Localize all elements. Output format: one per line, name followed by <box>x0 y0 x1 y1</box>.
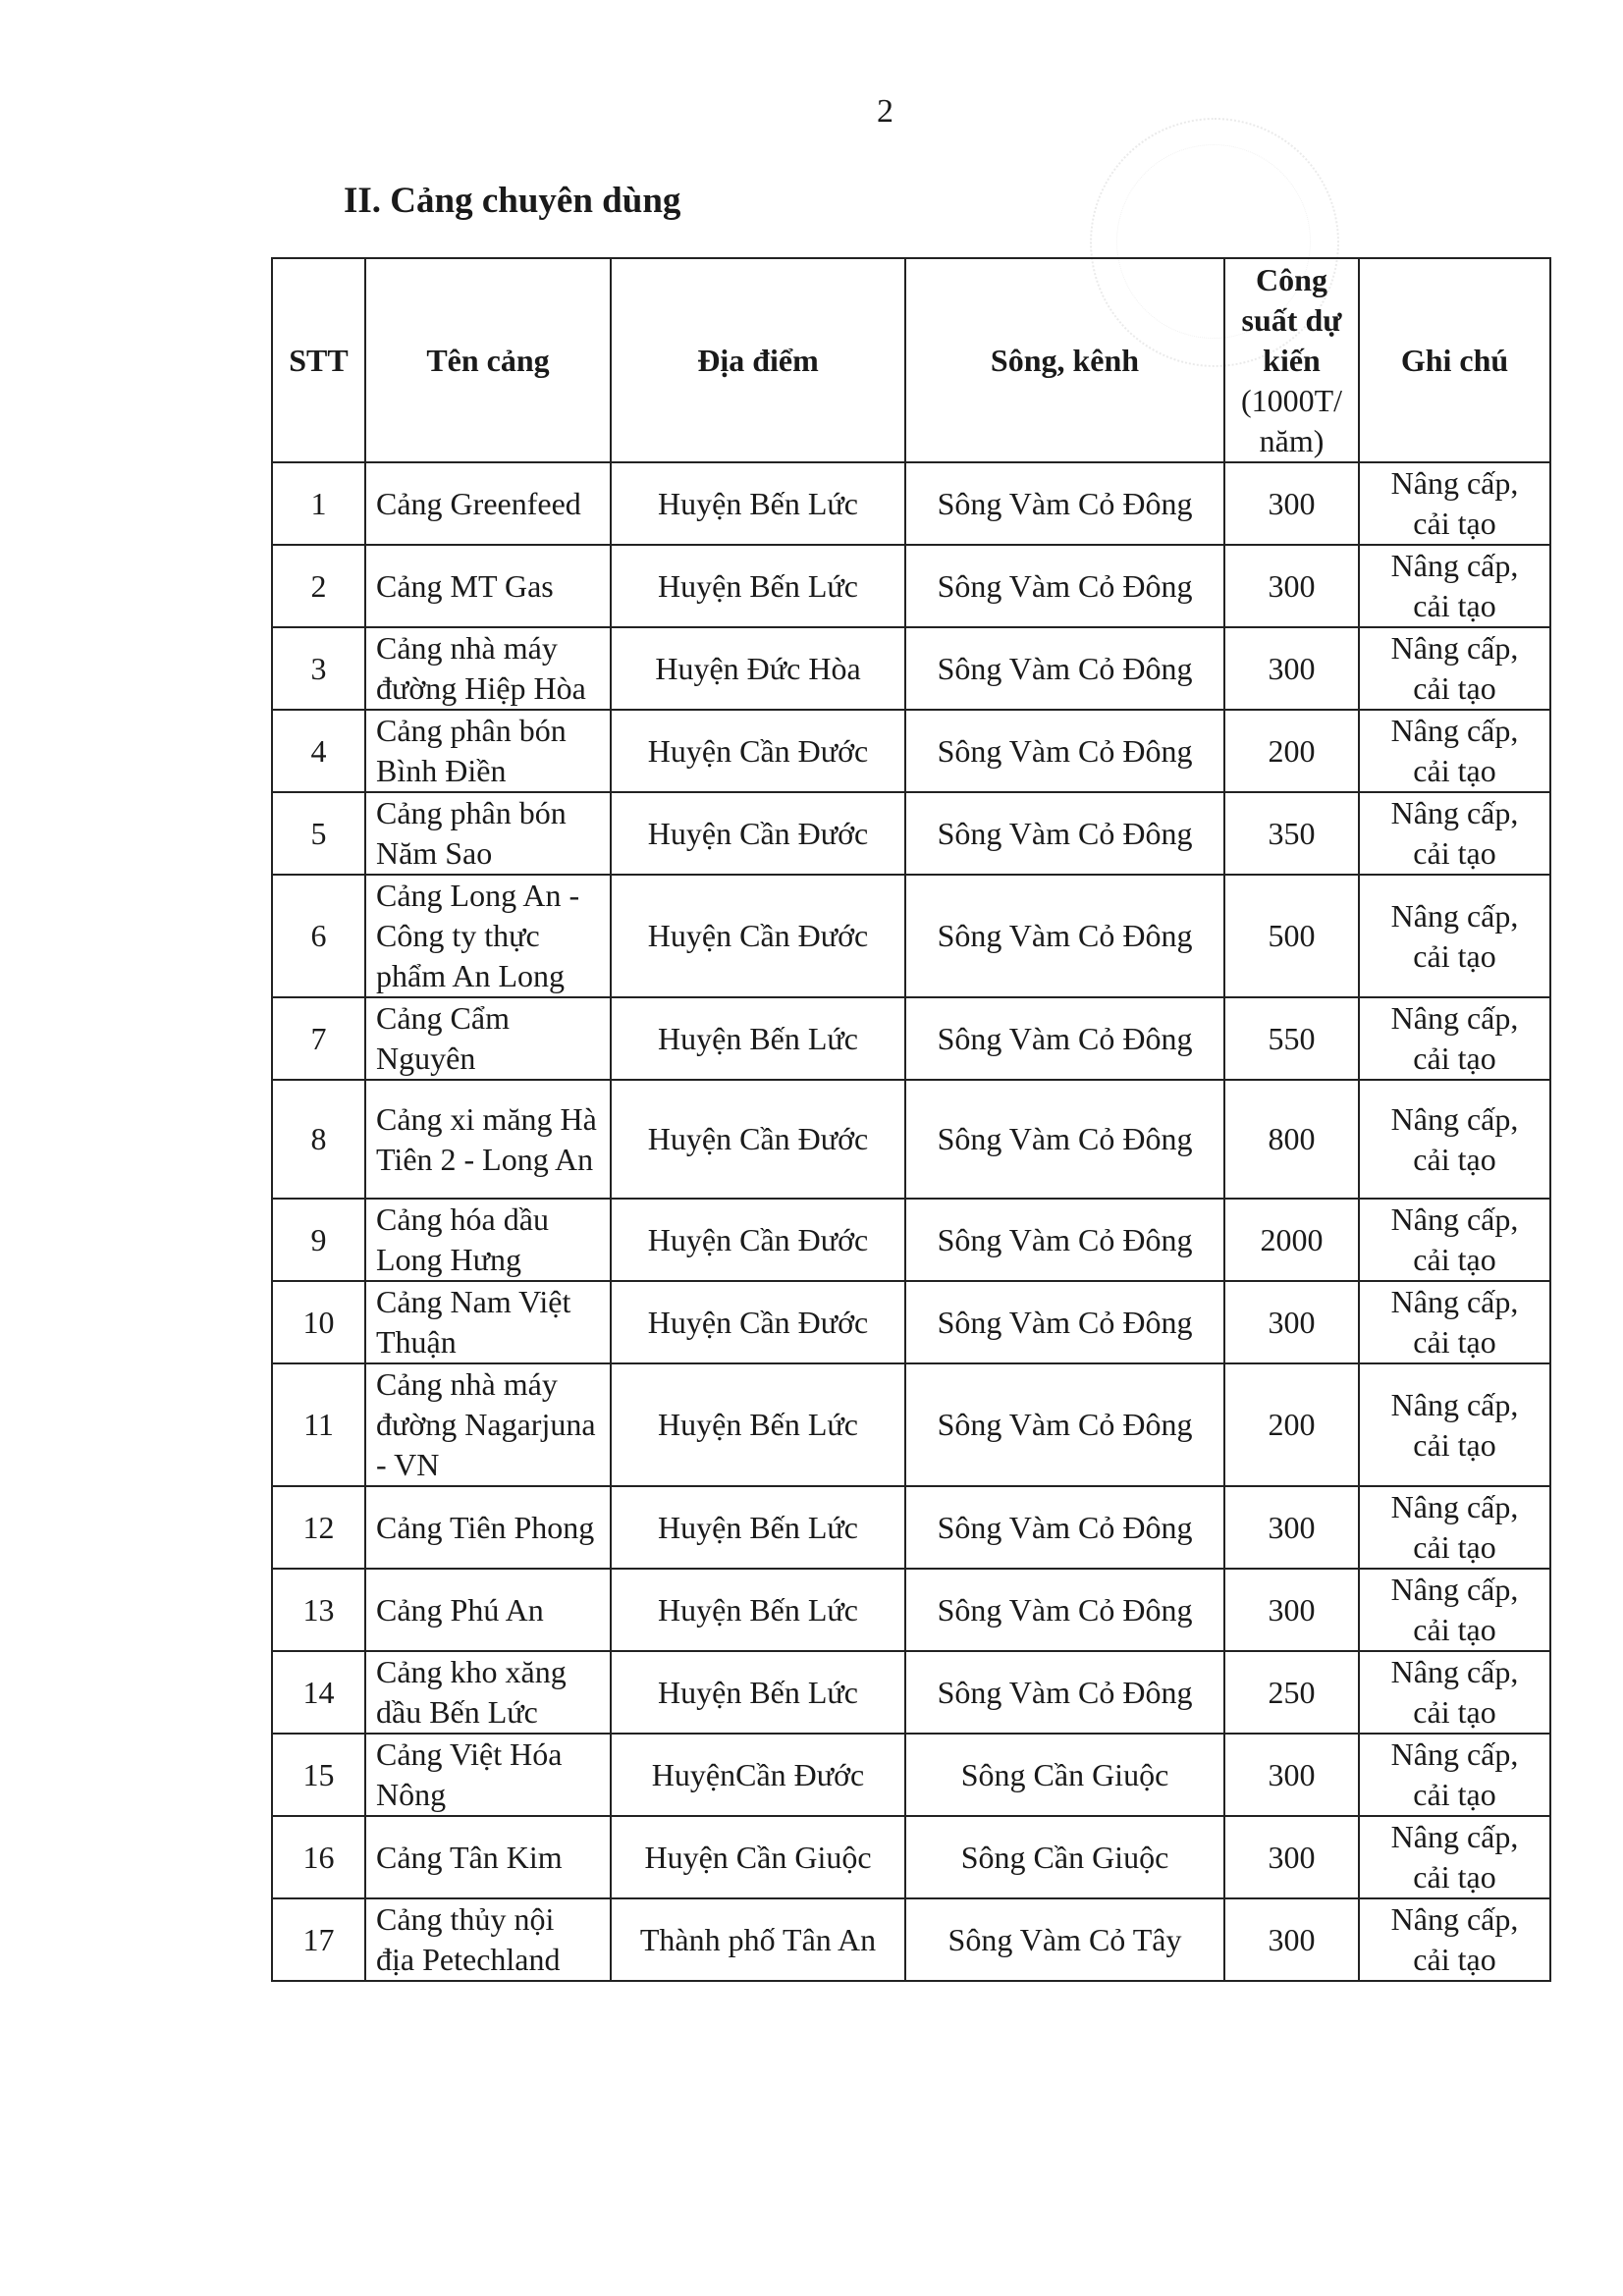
cell-capacity: 300 <box>1224 1816 1359 1898</box>
table-row <box>272 997 1550 1080</box>
cell-note: Nâng cấp, cải tạo <box>1359 710 1550 792</box>
cell-river: Sông Vàm Cỏ Đông <box>905 1199 1224 1281</box>
table-row <box>272 710 1550 792</box>
cell-river: Sông Vàm Cỏ Tây <box>905 1898 1224 1981</box>
table-row <box>272 1080 1550 1199</box>
table-row <box>272 1651 1550 1734</box>
cell-capacity: 500 <box>1224 875 1359 997</box>
cell-location: Huyện Cần Đước <box>611 1199 905 1281</box>
cell-location: Huyện Cần Đước <box>611 875 905 997</box>
cell-port-name: Cảng nhà máy đường Hiệp Hòa <box>365 627 611 710</box>
header-capacity-label: Công suất dự kiến <box>1241 261 1342 378</box>
cell-capacity: 200 <box>1224 710 1359 792</box>
cell-capacity: 300 <box>1224 627 1359 710</box>
cell-location: Huyện Bến Lức <box>611 1486 905 1569</box>
cell-note: Nâng cấp, cải tạo <box>1359 1199 1550 1281</box>
cell-note: Nâng cấp, cải tạo <box>1359 1734 1550 1816</box>
cell-river: Sông Cần Giuộc <box>905 1816 1224 1898</box>
cell-location: Huyện Bến Lức <box>611 997 905 1080</box>
header-capacity <box>1224 258 1359 462</box>
cell-river: Sông Vàm Cỏ Đông <box>905 710 1224 792</box>
cell-stt: 10 <box>272 1281 365 1363</box>
table-row <box>272 1816 1550 1898</box>
cell-stt: 11 <box>272 1363 365 1486</box>
table-row <box>272 792 1550 875</box>
cell-port-name: Cảng nhà máy đường Nagarjuna - VN <box>365 1363 611 1486</box>
cell-note: Nâng cấp, cải tạo <box>1359 1486 1550 1569</box>
cell-note: Nâng cấp, cải tạo <box>1359 875 1550 997</box>
ports-table <box>271 257 1551 1982</box>
cell-port-name: Cảng Tiên Phong <box>365 1486 611 1569</box>
cell-location: Huyện Bến Lức <box>611 545 905 627</box>
cell-capacity: 800 <box>1224 1080 1359 1199</box>
cell-river: Sông Vàm Cỏ Đông <box>905 1651 1224 1734</box>
cell-stt: 9 <box>272 1199 365 1281</box>
table-row <box>272 1363 1550 1486</box>
table-row <box>272 1734 1550 1816</box>
cell-note: Nâng cấp, cải tạo <box>1359 1816 1550 1898</box>
cell-port-name: Cảng Long An - Công ty thực phẩm An Long <box>365 875 611 997</box>
cell-note: Nâng cấp, cải tạo <box>1359 997 1550 1080</box>
page-number: 2 <box>877 93 893 130</box>
cell-stt: 16 <box>272 1816 365 1898</box>
cell-capacity: 350 <box>1224 792 1359 875</box>
cell-location: Huyện Cần Đước <box>611 1281 905 1363</box>
header-location: Địa điểm <box>611 258 905 462</box>
cell-capacity: 300 <box>1224 1898 1359 1981</box>
cell-stt: 17 <box>272 1898 365 1981</box>
cell-capacity: 250 <box>1224 1651 1359 1734</box>
cell-capacity: 550 <box>1224 997 1359 1080</box>
cell-river: Sông Vàm Cỏ Đông <box>905 1281 1224 1363</box>
cell-port-name: Cảng phân bón Bình Điền <box>365 710 611 792</box>
cell-location: HuyệnCần Đước <box>611 1734 905 1816</box>
cell-port-name: Cảng Tân Kim <box>365 1816 611 1898</box>
cell-note: Nâng cấp, cải tạo <box>1359 1651 1550 1734</box>
cell-river: Sông Vàm Cỏ Đông <box>905 462 1224 545</box>
cell-capacity: 2000 <box>1224 1199 1359 1281</box>
cell-location: Huyện Cần Đước <box>611 1080 905 1199</box>
cell-location: Huyện Đức Hòa <box>611 627 905 710</box>
header-note: Ghi chú <box>1359 258 1550 462</box>
table-row <box>272 1898 1550 1981</box>
cell-location: Huyện Cần Đước <box>611 792 905 875</box>
cell-port-name: Cảng hóa dầu Long Hưng <box>365 1199 611 1281</box>
cell-capacity: 300 <box>1224 1486 1359 1569</box>
cell-river: Sông Vàm Cỏ Đông <box>905 875 1224 997</box>
cell-stt: 14 <box>272 1651 365 1734</box>
cell-note: Nâng cấp, cải tạo <box>1359 462 1550 545</box>
cell-capacity: 200 <box>1224 1363 1359 1486</box>
cell-river: Sông Vàm Cỏ Đông <box>905 792 1224 875</box>
cell-location: Huyện Bến Lức <box>611 1569 905 1651</box>
cell-location: Thành phố Tân An <box>611 1898 905 1981</box>
cell-port-name: Cảng xi măng Hà Tiên 2 - Long An <box>365 1080 611 1199</box>
cell-note: Nâng cấp, cải tạo <box>1359 1363 1550 1486</box>
cell-port-name: Cảng kho xăng dầu Bến Lức <box>365 1651 611 1734</box>
section-title: II. Cảng chuyên dùng <box>344 181 681 221</box>
table-row <box>272 1569 1550 1651</box>
cell-port-name: Cảng phân bón Năm Sao <box>365 792 611 875</box>
cell-river: Sông Vàm Cỏ Đông <box>905 997 1224 1080</box>
table-row <box>272 1199 1550 1281</box>
cell-capacity: 300 <box>1224 1569 1359 1651</box>
cell-note: Nâng cấp, cải tạo <box>1359 792 1550 875</box>
cell-note: Nâng cấp, cải tạo <box>1359 1898 1550 1981</box>
cell-port-name: Cảng thủy nội địa Petechland <box>365 1898 611 1981</box>
cell-river: Sông Vàm Cỏ Đông <box>905 1486 1224 1569</box>
header-stt: STT <box>272 258 365 462</box>
cell-river: Sông Vàm Cỏ Đông <box>905 627 1224 710</box>
cell-port-name: Cảng Cẩm Nguyên <box>365 997 611 1080</box>
header-port-name: Tên cảng <box>365 258 611 462</box>
cell-stt: 2 <box>272 545 365 627</box>
cell-port-name: Cảng Việt Hóa Nông <box>365 1734 611 1816</box>
cell-stt: 15 <box>272 1734 365 1816</box>
cell-river: Sông Vàm Cỏ Đông <box>905 545 1224 627</box>
cell-note: Nâng cấp, cải tạo <box>1359 1080 1550 1199</box>
cell-stt: 1 <box>272 462 365 545</box>
cell-port-name: Cảng Greenfeed <box>365 462 611 545</box>
table-row <box>272 1486 1550 1569</box>
cell-river: Sông Cần Giuộc <box>905 1734 1224 1816</box>
cell-note: Nâng cấp, cải tạo <box>1359 545 1550 627</box>
header-capacity-unit: (1000T/ năm) <box>1240 382 1343 458</box>
cell-capacity: 300 <box>1224 462 1359 545</box>
cell-river: Sông Vàm Cỏ Đông <box>905 1363 1224 1486</box>
cell-stt: 3 <box>272 627 365 710</box>
cell-location: Huyện Bến Lức <box>611 1651 905 1734</box>
table-row <box>272 875 1550 997</box>
cell-river: Sông Vàm Cỏ Đông <box>905 1569 1224 1651</box>
cell-stt: 12 <box>272 1486 365 1569</box>
cell-capacity: 300 <box>1224 1281 1359 1363</box>
cell-port-name: Cảng Phú An <box>365 1569 611 1651</box>
cell-location: Huyện Bến Lức <box>611 1363 905 1486</box>
table-row <box>272 462 1550 545</box>
header-river: Sông, kênh <box>905 258 1224 462</box>
cell-capacity: 300 <box>1224 1734 1359 1816</box>
cell-port-name: Cảng MT Gas <box>365 545 611 627</box>
cell-location: Huyện Cần Giuộc <box>611 1816 905 1898</box>
table-row <box>272 545 1550 627</box>
table-header-row <box>272 258 1550 462</box>
cell-stt: 6 <box>272 875 365 997</box>
cell-note: Nâng cấp, cải tạo <box>1359 1281 1550 1363</box>
table-row <box>272 1281 1550 1363</box>
cell-stt: 5 <box>272 792 365 875</box>
cell-location: Huyện Bến Lức <box>611 462 905 545</box>
cell-location: Huyện Cần Đước <box>611 710 905 792</box>
cell-port-name: Cảng Nam Việt Thuận <box>365 1281 611 1363</box>
cell-river: Sông Vàm Cỏ Đông <box>905 1080 1224 1199</box>
cell-stt: 13 <box>272 1569 365 1651</box>
table-row <box>272 627 1550 710</box>
cell-note: Nâng cấp, cải tạo <box>1359 1569 1550 1651</box>
cell-stt: 7 <box>272 997 365 1080</box>
cell-note: Nâng cấp, cải tạo <box>1359 627 1550 710</box>
cell-stt: 4 <box>272 710 365 792</box>
cell-stt: 8 <box>272 1080 365 1199</box>
cell-capacity: 300 <box>1224 545 1359 627</box>
